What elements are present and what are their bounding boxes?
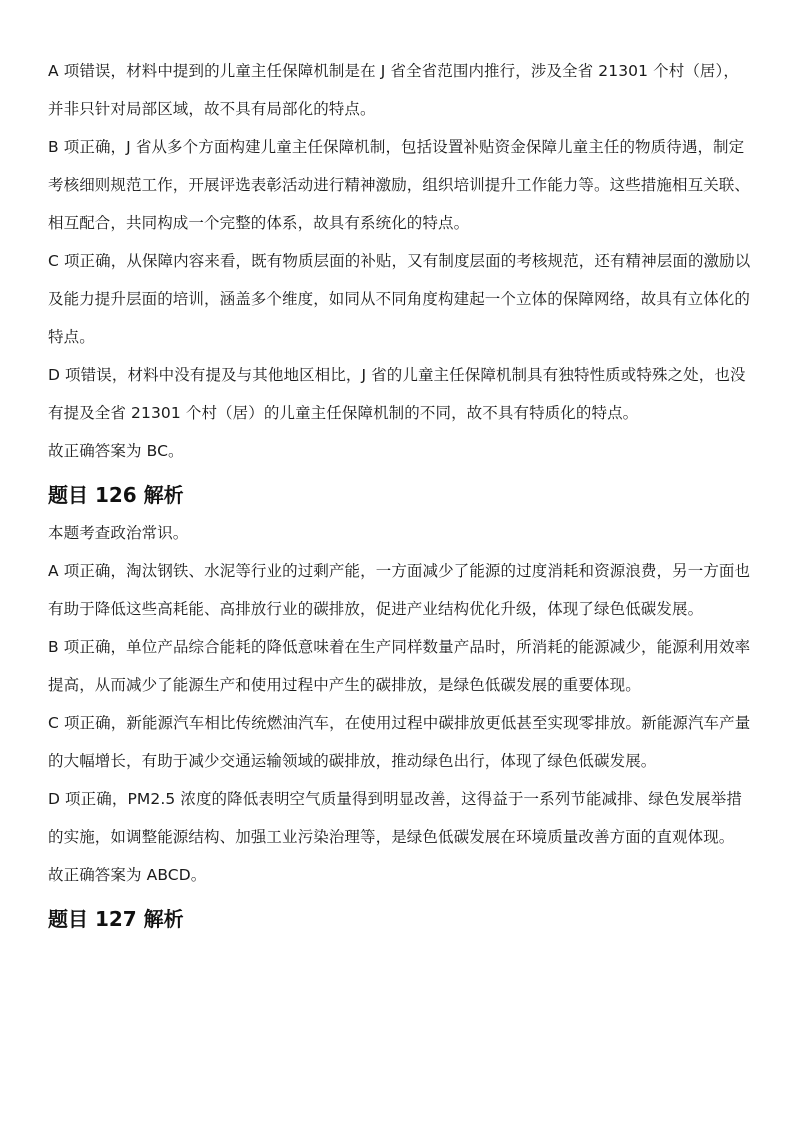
question-127-analysis (48, 900, 752, 938)
section-heading: 题目 127 解析 (48, 907, 184, 931)
question-125-analysis (48, 52, 752, 470)
section-heading: 题目 126 解析 (48, 483, 184, 507)
option-d-paragraph: D 项错误，材料中没有提及与其他地区相比，J 省的儿童主任保障机制具有独特性质或特殊之处，也没有提及全省 21301 个村（居）的儿童主任保障机制的不同，故不具有特质化的特点。 (48, 366, 746, 422)
option-c-paragraph: C 项正确，从保障内容来看，既有物质层面的补贴，又有制度层面的考核规范，还有精神层面的激励以及能力提升层面的培训，涵盖多个维度，如同从不同角度构建起一个立体的保障网络，故具有立体化的特点。 (48, 252, 751, 346)
option-c-paragraph: C 项正确，新能源汽车相比传统燃油汽车，在使用过程中碳排放更低甚至实现零排放。新能源汽车产量的大幅增长，有助于减少交通运输领域的碳排放，推动绿色出行，体现了绿色低碳发展。 (48, 714, 751, 770)
question-126-analysis (48, 476, 752, 894)
answer-paragraph: 故正确答案为 ABCD。 (48, 866, 207, 884)
option-d-paragraph: D 项正确，PM2.5 浓度的降低表明空气质量得到明显改善，这得益于一系列节能减排、绿色发展举措的实施，如调整能源结构、加强工业污染治理等，是绿色低碳发展在环境质量改善方面的直观体现。 (48, 790, 742, 846)
option-b-paragraph: B 项正确，J 省从多个方面构建儿童主任保障机制，包括设置补贴资金保障儿童主任的物质待遇，制定考核细则规范工作，开展评选表彰活动进行精神激励，组织培训提升工作能力等。这些措施相互关联、相互配合，共同构成一个完整的体系，故具有系统化的特点。 (48, 138, 751, 232)
intro-paragraph: 本题考查政治常识。 (48, 524, 189, 542)
answer-paragraph: 故正确答案为 BC。 (48, 442, 184, 460)
option-a-paragraph: A 项正确，淘汰钢铁、水泥等行业的过剩产能，一方面减少了能源的过度消耗和资源浪费，另一方面也有助于降低这些高耗能、高排放行业的碳排放，促进产业结构优化升级，体现了绿色低碳发展。 (48, 562, 751, 618)
option-b-paragraph: B 项正确，单位产品综合能耗的降低意味着在生产同样数量产品时，所消耗的能源减少，能源利用效率提高，从而减少了能源生产和使用过程中产生的碳排放，是绿色低碳发展的重要体现。 (48, 638, 751, 694)
option-a-paragraph: A 项错误，材料中提到的儿童主任保障机制是在 J 省全省范围内推行，涉及全省 21301 个村（居），并非只针对局部区域，故不具有局部化的特点。 (48, 62, 739, 118)
